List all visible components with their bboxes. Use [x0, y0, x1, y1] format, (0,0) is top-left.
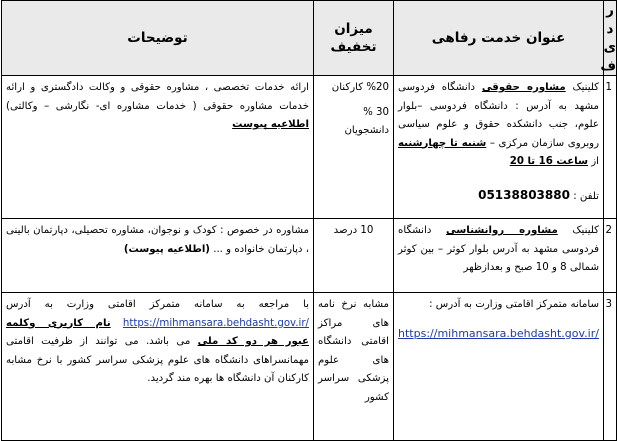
header-row: [2, 1, 617, 76]
table-row: [2, 76, 617, 219]
row-number-header: ر د ی ف: [600, 2, 616, 74]
discount-staff: %20 کارکنان: [331, 82, 389, 93]
service-url-link[interactable]: https://mihmansara.behdasht.gov.ir/: [398, 326, 599, 340]
row-number: 2: [604, 219, 617, 293]
row-number: 1: [604, 76, 617, 219]
discount-header: میزان تخفیف: [314, 1, 394, 76]
service-cell: کلینیک مشاوره روانشناسی دانشگاه فردوسی مشهد به آدرس بلوار کوثر – بین کوثر شمالی 8 و 10 صبح و بعدازظهر: [394, 219, 604, 293]
discount-cell: [314, 219, 394, 293]
discount-value: 10 درصد: [333, 225, 374, 236]
service-name: مشاوره روانشناسی: [445, 225, 558, 236]
description-cell: با مراجعه به سامانه متمرکز اقامتی وزارت به آدرس https://mihmansara.behdasht.gov.ir/ نام کاربری وکلمه عبور هر دو کد ملی می باشد. می توانند از ظرفیت اقامتی مهمانسراهای دانشگاه های علوم پزشکی سراسر کشور با نرخ مشابه کارکنان آن دانشگاه ها بهره مند گردید.: [2, 293, 314, 441]
description-cell: ارائه خدمات تخصصی ، مشاوره حقوقی و وکالت دادگستری و ارائه خدمات مشاوره حقوقی ( خدمات مشاوره ای- نگارشی – وکالتی) اطلاعیه پیوست: [2, 76, 314, 219]
welfare-services-table: [1, 0, 617, 441]
service-cell: کلینیک مشاوره حقوقی دانشگاه فردوسی مشهد به آدرس : دانشگاه فردوسی –بلوار علوم، جنب دانشکده حقوق و علوم سیاسی روبروی سازمان مرکزی – شنبه تا چهارشنبه از ساعت 16 تا 20 تلفن : 05138803880: [394, 76, 604, 219]
credentials-note: نام کاربری وکلمه عبور هر دو کد ملی: [6, 317, 309, 347]
attachment-notice: (اطلاعیه پیوست): [123, 243, 210, 255]
phone-line: تلفن : 05138803880: [478, 187, 599, 202]
description-url-link[interactable]: https://mihmansara.behdasht.gov.ir/: [122, 317, 309, 329]
service-days: شنبه تا چهارشنبه: [398, 137, 487, 149]
discount-cell: مشابه نرخ نامه های مراکز اقامتی دانشگاه های علوم پزشکی سراسر کشور: [314, 293, 394, 441]
phone-number: 05138803880: [478, 187, 570, 202]
service-name: مشاوره حقوقی: [481, 82, 566, 93]
table-row: [2, 219, 617, 293]
service-title-header: عنوان خدمت رفاهی: [394, 1, 604, 76]
discount-cell: [314, 76, 394, 219]
description-header: توضیحات: [2, 1, 314, 76]
description-cell: مشاوره در خصوص : کودک و نوجوان، مشاوره تحصیلی، دپارتمان بالینی ، دپارتمان خانواده و ... (اطلاعیه پیوست): [2, 219, 314, 293]
service-hours: ساعت 16 تا 20: [509, 156, 588, 167]
row-number: 3: [604, 293, 617, 441]
service-cell: سامانه متمرکز اقامتی وزارت به آدرس : https://mihmansara.behdasht.gov.ir/: [394, 293, 604, 441]
table-row: [2, 293, 617, 441]
attachment-notice: اطلاعیه پیوست: [232, 119, 309, 130]
discount-students: 30 % دانشجویان: [344, 106, 389, 136]
